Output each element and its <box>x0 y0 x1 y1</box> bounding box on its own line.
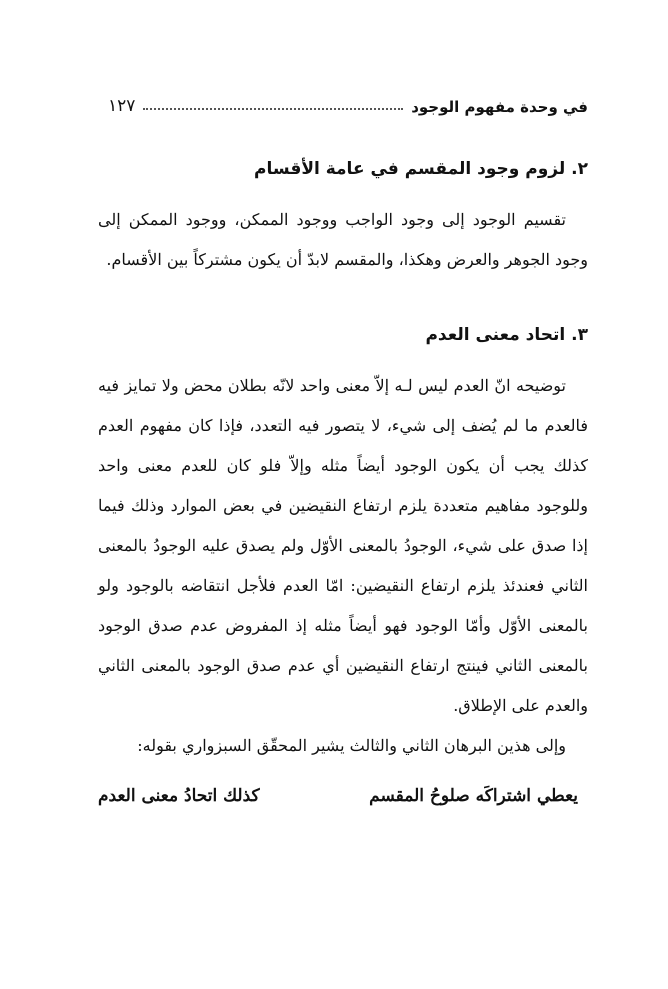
running-title: في وحدة مفهوم الوجود <box>411 98 588 116</box>
section-heading-3: ٣. اتحاد معنى العدم <box>425 325 588 345</box>
section-2-paragraph: تقسيم الوجود إلى وجود الواجب ووجود الممكن، ووجود الممكن إلى وجود الجوهر والعرض وهكذا، والمقسم لابدّ أن يكون مشتركاً بين الأقسام. <box>98 210 588 269</box>
verse-couplet <box>98 776 588 816</box>
running-head <box>108 88 588 116</box>
section-3-paragraph-1: توضيحه انّ العدم ليس لـه إلاّ معنى واحد لانّه بطلان محض ولا تمايز فيه فالعدم ما لم يُضف إلى شيء، لا يتصور فيه التعدد، فإذا كان مفهوم العدم كذلك يجب أن يكون الوجود أيضاً مثله وإلاّ فلو كان للعدم معنى واحد وللوجود مفاهيم متعددة يلزم ارتفاع النقيضين في بعض الموارد وذلك فيما إذا صدق على شيء، الوجودُ بالمعنى الأوّل ولم يصدق عليه الوجودُ بالمعنى الثاني فعندئذ يلزم ارتفاع النقيضين: امّا العدم فلأجل انتقاضه بالوجود ولو بالمعنى الأوّل وأمّا الوجود فهو أيضاً مثله إذ المفروض عدم صدق الوجود بالمعنى الثاني فينتج ارتفاع النقيضين أي عدم صدق الوجود بالمعنى الثاني والعدم على الإطلاق. <box>98 376 588 715</box>
dotted-leader <box>143 108 403 110</box>
page-number: ١٢٧ <box>108 96 136 116</box>
page-body <box>98 150 588 816</box>
verse-hemistich-right: يعطي اشتراكَه صلوحُ المقسم <box>369 786 578 806</box>
section-3-paragraph-2: وإلى هذين البرهان الثاني والثالث يشير المحقّق السبزواري بقوله: <box>137 736 566 755</box>
section-heading-2: ٢. لزوم وجود المقسم في عامة الأقسام <box>254 159 588 179</box>
verse-hemistich-left: كذلك اتحادُ معنى العدم <box>98 786 260 806</box>
